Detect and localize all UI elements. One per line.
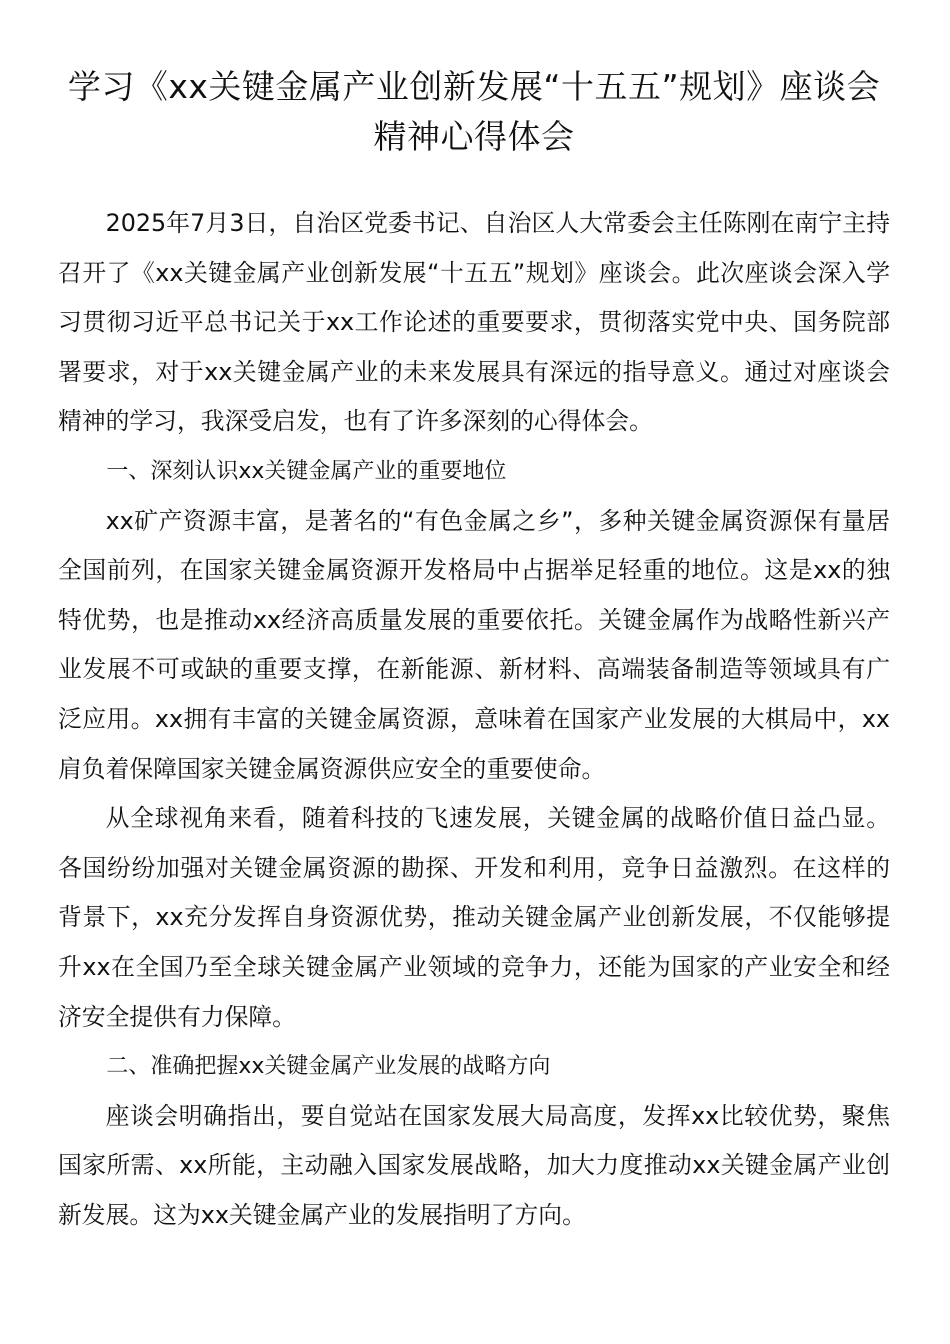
section-heading-1: 一、深刻认识xx关键金属产业的重要地位 xyxy=(106,458,507,484)
document-title: 学习《xx关键金属产业创新发展“十五五”规划》座谈会精神心得体会 xyxy=(67,67,881,156)
section-1-paragraph-1: xx矿产资源丰富，是著名的“有色金属之乡”，多种关键金属资源保有量居全国前列，在国家关键金属资源开发格局中占据举足轻重的地位。这是xx的独特优势，也是推动xx经济高质量发展的重要依托。关键金属作为战略性新兴产业发展不可或缺的重要支撑，在新能源、新材料、高端装备制造等领域具有广泛应用。xx拥有丰富的关键金属资源，意味着在国家产业发展的大棋局中，xx肩负着保障国家关键金属资源供应安全的重要使命。 xyxy=(58,506,890,783)
intro-paragraph: 2025年7月3日，自治区党委书记、自治区人大常委会主任陈刚在南宁主持召开了《xx关键金属产业创新发展“十五五”规划》座谈会。此次座谈会深入学习贯彻习近平总书记关于xx工作论述的重要要求，贯彻落实党中央、国务院部署要求，对于xx关键金属产业的未来发展具有深远的指导意义。通过对座谈会精神的学习，我深受启发，也有了许多深刻的心得体会。 xyxy=(58,209,890,436)
section-heading-2: 二、准确把握xx关键金属产业发展的战略方向 xyxy=(106,1054,551,1080)
document-body xyxy=(58,199,890,1240)
section-1-paragraph-2: 从全球视角来看，随着科技的飞速发展，关键金属的战略价值日益凸显。各国纷纷加强对关键金属资源的勘探、开发和利用，竞争日益激烈。在这样的背景下，xx充分发挥自身资源优势，推动关键金属产业创新发展，不仅能够提升xx在全国乃至全球关键金属产业领域的竞争力，还能为国家的产业安全和经济安全提供有力保障。 xyxy=(58,804,890,1031)
section-2-paragraph-1: 座谈会明确指出，要自觉站在国家发展大局高度，发挥xx比较优势，聚焦国家所需、xx所能，主动融入国家发展战略，加大力度推动xx关键金属产业创新发展。这为xx关键金属产业的发展指明了方向。 xyxy=(58,1101,890,1229)
